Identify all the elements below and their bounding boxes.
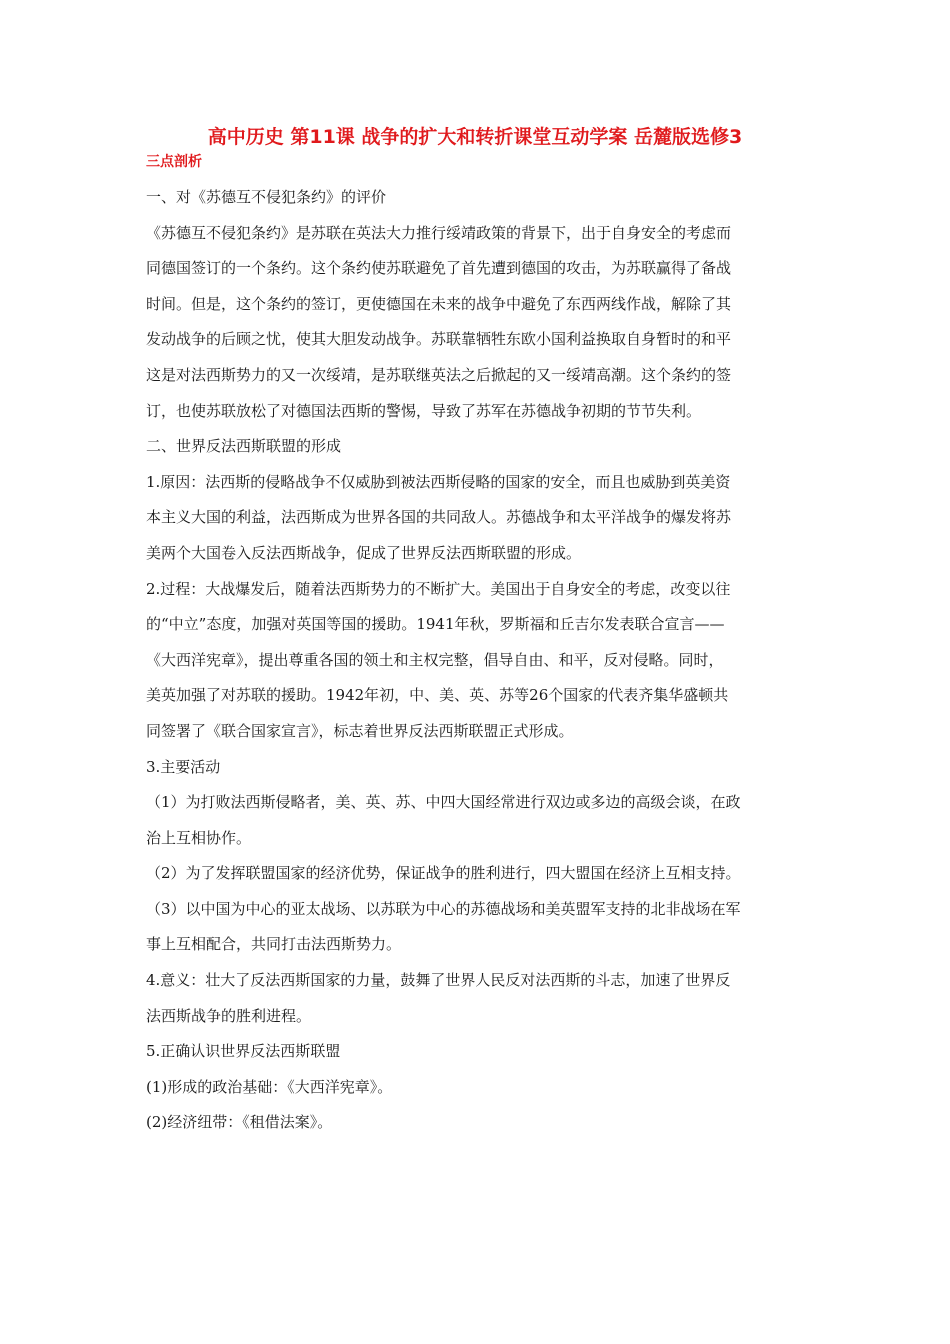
text-line: 二、世界反法西斯联盟的形成 <box>146 437 342 456</box>
text-line: 3.主要活动 <box>146 757 221 776</box>
text-line: 法西斯战争的胜利进程。 <box>146 1006 312 1025</box>
text-line: 本主义大国的利益，法西斯成为世界各国的共同敌人。苏德战争和太平洋战争的爆发将苏 <box>146 508 732 527</box>
text-line: 1.原因：法西斯的侵略战争不仅威胁到被法西斯侵略的国家的安全，而且也威胁到英美资 <box>146 472 731 491</box>
text-line: 《大西洋宪章》，提出尊重各国的领土和主权完整，倡导自由、和平，反对侵略。同时， <box>146 650 724 669</box>
text-line: 美两个大国卷入反法西斯战争，促成了世界反法西斯联盟的形成。 <box>146 543 582 562</box>
text-line: 5.正确认识世界反法西斯联盟 <box>146 1042 341 1061</box>
text-line: (2)经济纽带：《租借法案》。 <box>146 1113 333 1132</box>
text-line: 一、对《苏德互不侵犯条约》的评价 <box>146 188 387 206</box>
text-line: （1）为打败法西斯侵略者，美、英、苏、中四大国经常进行双边或多边的高级会谈，在政 <box>146 793 741 812</box>
text-line: 美英加强了对苏联的援助。1942年初，中、美、英、苏等26个国家的代表齐集华盛顿共 <box>146 686 729 705</box>
text-line: 订，也使苏联放松了对德国法西斯的警惕，导致了苏军在苏德战争初期的节节失利。 <box>146 401 702 420</box>
text-line: 的“中立”态度，加强对英国等国的援助。1941年秋，罗斯福和丘吉尔发表联合宣言—— <box>146 615 725 634</box>
text-line: 同德国签订的一个条约。这个条约使苏联避免了首先遭到德国的攻击，为苏联赢得了备战 <box>146 259 732 278</box>
text-line: 时间。但是，这个条约的签订，更使德国在未来的战争中避免了东西两线作战，解除了其 <box>146 294 732 313</box>
section-subheading: 三点剖析 <box>146 154 202 170</box>
text-line: 发动战争的后顾之忧，使其大胆发动战争。苏联靠牺牲东欧小国利益换取自身暂时的和平 <box>146 330 732 349</box>
text-line: 这是对法西斯势力的又一次绥靖，是苏联继英法之后掀起的又一绥靖高潮。这个条约的签 <box>146 365 732 384</box>
text-line: 2.过程：大战爆发后，随着法西斯势力的不断扩大。美国出于自身安全的考虑，改变以往 <box>146 579 731 598</box>
document-title: 高中历史 第11课 战争的扩大和转折课堂互动学案 岳麓版选修3 <box>207 126 743 148</box>
text-line: 《苏德互不侵犯条约》是苏联在英法大力推行绥靖政策的背景下，出于自身安全的考虑而 <box>146 223 732 242</box>
text-line: （3）以中国为中心的亚太战场、以苏联为中心的苏德战场和美英盟军支持的北非战场在军 <box>146 899 741 918</box>
document-body <box>146 180 810 1141</box>
text-line: 4.意义：壮大了反法西斯国家的力量，鼓舞了世界人民反对法西斯的斗志，加速了世界反 <box>146 971 731 990</box>
text-line: 同签署了《联合国家宣言》，标志着世界反法西斯联盟正式形成。 <box>146 721 574 740</box>
text-line: (1)形成的政治基础：《大西洋宪章》。 <box>146 1077 393 1096</box>
text-line: 治上互相协作。 <box>146 828 252 847</box>
text-line: 事上互相配合，共同打击法西斯势力。 <box>146 935 402 954</box>
text-line: （2）为了发挥联盟国家的经济优势，保证战争的胜利进行，四大盟国在经济上互相支持。 <box>146 864 741 883</box>
